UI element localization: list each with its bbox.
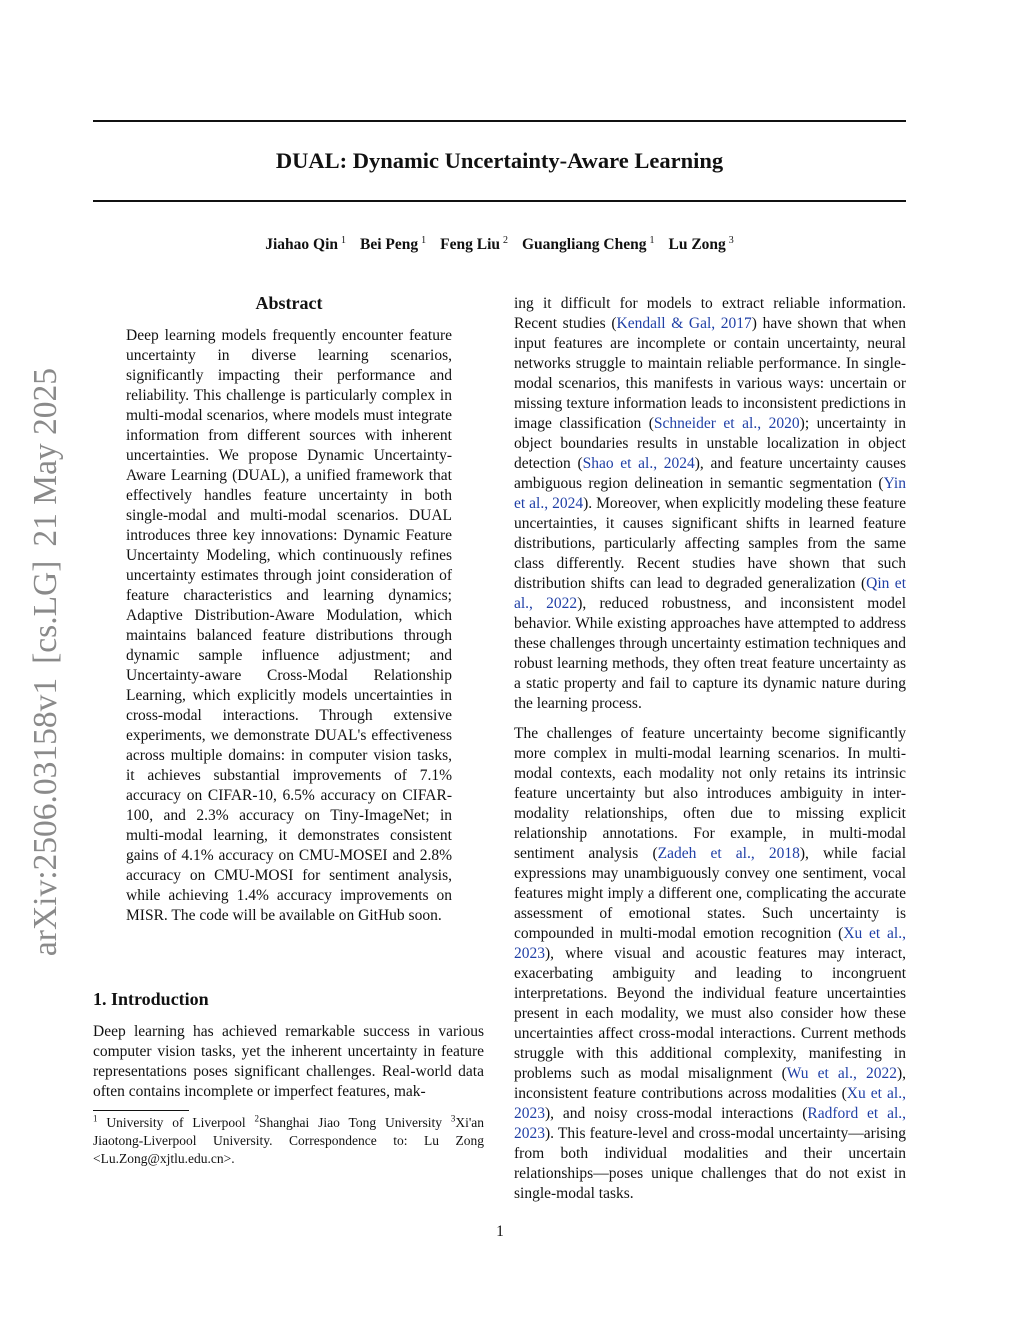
citation-link[interactable]: Zadeh et al., 2018 bbox=[657, 845, 800, 862]
author-name: Lu Zong bbox=[668, 236, 726, 253]
affiliations-footnote bbox=[93, 1114, 484, 1168]
citation-link[interactable]: Kendall & Gal, 2017 bbox=[616, 315, 752, 332]
paragraph-text: ), and feature uncertainty causes ambiguous region delineation in semantic segmentation ( bbox=[514, 455, 906, 492]
author bbox=[265, 236, 346, 253]
introduction-paragraph: Deep learning has achieved remarkable success in various computer vision tasks, yet the inherent uncertainty in feature representations poses significant challenges. Real-world data often contains incomplete or imperfect features, mak- bbox=[93, 1023, 484, 1100]
author-name: Bei Peng bbox=[360, 236, 419, 253]
author-affiliation-mark: 2 bbox=[503, 234, 508, 246]
paragraph-text: ), inconsistent feature contributions across modalities ( bbox=[514, 1065, 906, 1102]
arxiv-date: 21 May 2025 bbox=[27, 367, 64, 547]
citation-link[interactable]: Wu et al., 2022 bbox=[786, 1065, 897, 1082]
citation-link[interactable]: Qin et al., 2022 bbox=[514, 575, 906, 612]
paragraph-text: ). Moreover, when explicitly modeling these feature uncertainties, it causes significant shifts in learned feature distributions, particularly affecting samples from the same class differently. Recent studies have shown that such distribution shifts can lead to degraded generalization ( bbox=[514, 495, 906, 592]
footnote-mark: 1 bbox=[93, 1113, 98, 1124]
paragraph-text: ing it difficult for models to extract reliable information. Recent studies ( bbox=[514, 295, 906, 332]
abstract-text: Deep learning models frequently encounter feature uncertainty in diverse learning scenarios, significantly impacting their performance and reliability. This challenge is particularly complex in multi-modal scenarios, where models must integrate information from different sources with inherent uncertainties. We propose Dynamic Uncertainty-Aware Learning (DUAL), a unified framework that effectively handles feature uncertainty in both single-modal and multi-modal scenarios. DUAL introduces three key innovations: Dynamic Feature Uncertainty Modeling, which continuously refines uncertainty estimates through joint consideration of feature characteristics and learning dynamics; Adaptive Distribution-Aware Modulation, which maintains balanced feature distributions through dynamic sample influence adjustment; and Uncertainty-aware Cross-Modal Relationship Learning, which explicitly models uncertainties in cross-modal interactions. Through extensive experiments, we demonstrate DUAL's effectiveness across multiple domains: in computer vision tasks, it achieves substantial improvements of 7.1% accuracy on CIFAR-10, 6.5% accuracy on CIFAR-100, and 2.3% accuracy on Tiny-ImageNet; in multi-modal learning, it demonstrates consistent gains of 4.1% accuracy on CMU-MOSEI and 2.8% accuracy on CMU-MOSI for sentiment analysis, while achieving 1.4% accuracy improvements on MISR. The code will be available on GitHub soon. bbox=[126, 327, 452, 924]
paragraph-text: ) have shown that when input features are incomplete or contain uncertainty, neural networks struggle to maintain reliable performance. In single-modal scenarios, this manifests in various ways: uncertain or missing texture information leads to inconsistent predictions in image classification ( bbox=[514, 315, 906, 432]
footnote-rule bbox=[93, 1110, 189, 1111]
author bbox=[360, 236, 426, 253]
citation-link[interactable]: Shao et al., 2024 bbox=[582, 455, 695, 472]
author bbox=[522, 236, 654, 253]
footnote-mark: 3 bbox=[450, 1113, 456, 1124]
paragraph-text: ). This feature-level and cross-modal uncertainty—arising from both individual modalities and their uncertain relationships—poses unique challenges that do not exist in single-modal tasks. bbox=[514, 1125, 906, 1202]
title-rule-bottom bbox=[93, 200, 906, 202]
citation-link[interactable]: Yin et al., 2024 bbox=[514, 475, 906, 512]
author-affiliation-mark: 1 bbox=[421, 234, 427, 246]
author-name: Guangliang Cheng bbox=[522, 236, 647, 253]
author bbox=[668, 236, 733, 253]
introduction-paragraph bbox=[514, 294, 906, 714]
author-name: Jiahao Qin bbox=[265, 236, 339, 253]
arxiv-category: [cs.LG] bbox=[27, 560, 64, 664]
page-number: 1 bbox=[496, 1223, 504, 1240]
title-rule-top bbox=[93, 120, 906, 122]
citation-link[interactable]: Xu et al., 2023 bbox=[514, 1085, 906, 1122]
paragraph-text: ), while facial expressions may unambiguously convey one sentiment, vocal features might imply a different one, complicating the accurate assessment of emotional states. Such uncertainty is compounded in multi-modal emotion recognition ( bbox=[514, 845, 906, 942]
footnote-mark: 2 bbox=[254, 1113, 260, 1124]
affiliation-text: Shanghai Jiao Tong University bbox=[259, 1115, 442, 1130]
arxiv-id: arXiv:2506.03158v1 bbox=[27, 677, 64, 957]
author-affiliation-mark: 1 bbox=[341, 234, 347, 246]
author-list bbox=[93, 235, 906, 255]
affiliation-text: Xi'an Jiaotong-Liverpool University. Correspondence to: Lu Zong <Lu.Zong@xjtlu.edu.cn>. bbox=[93, 1115, 485, 1166]
affiliation-text: University of Liverpool bbox=[106, 1115, 246, 1130]
paper-title: DUAL: Dynamic Uncertainty-Aware Learning bbox=[275, 148, 724, 173]
author-affiliation-mark: 1 bbox=[649, 234, 655, 246]
introduction-heading: 1. Introduction bbox=[93, 989, 209, 1009]
abstract-heading: Abstract bbox=[255, 293, 323, 313]
author-name: Feng Liu bbox=[440, 236, 500, 253]
paragraph-text: ), and noisy cross-modal interactions ( bbox=[545, 1105, 808, 1122]
paragraph-text: The challenges of feature uncertainty become significantly more complex in multi-modal learning scenarios. In multi-modal contexts, each modality not only retains its intrinsic feature uncertainty but also introduces ambiguity in inter-modality relationships, often due to missing explicit relationship annotations. For example, in multi-modal sentiment analysis ( bbox=[514, 725, 906, 862]
arxiv-identifier bbox=[27, 361, 65, 963]
author-affiliation-mark: 3 bbox=[728, 234, 734, 246]
paragraph-text: ), reduced robustness, and inconsistent model behavior. While existing approaches have attempted to address these challenges through uncertainty estimation techniques and robust learning methods, they often treat feature uncertainty as a static property and fail to capture its dynamic nature during the learning process. bbox=[514, 595, 907, 712]
introduction-paragraph bbox=[514, 724, 906, 1204]
citation-link[interactable]: Xu et al., 2023 bbox=[514, 925, 906, 962]
paragraph-text: ), where visual and acoustic features may interact, exacerbating ambiguity and leading to incongruent interpretations. Beyond the individual feature uncertainties present in each modality, we must also consider how these uncertainties affect cross-modal interactions. Current methods struggle with this additional complexity, manifesting in problems such as modal misalignment ( bbox=[514, 945, 906, 1082]
citation-link[interactable]: Schneider et al., 2020 bbox=[653, 415, 800, 432]
paragraph-text: ); uncertainty in object boundaries results in unstable localization in object detection ( bbox=[514, 415, 906, 472]
author bbox=[440, 236, 508, 253]
citation-link[interactable]: Radford et al., 2023 bbox=[514, 1105, 907, 1142]
